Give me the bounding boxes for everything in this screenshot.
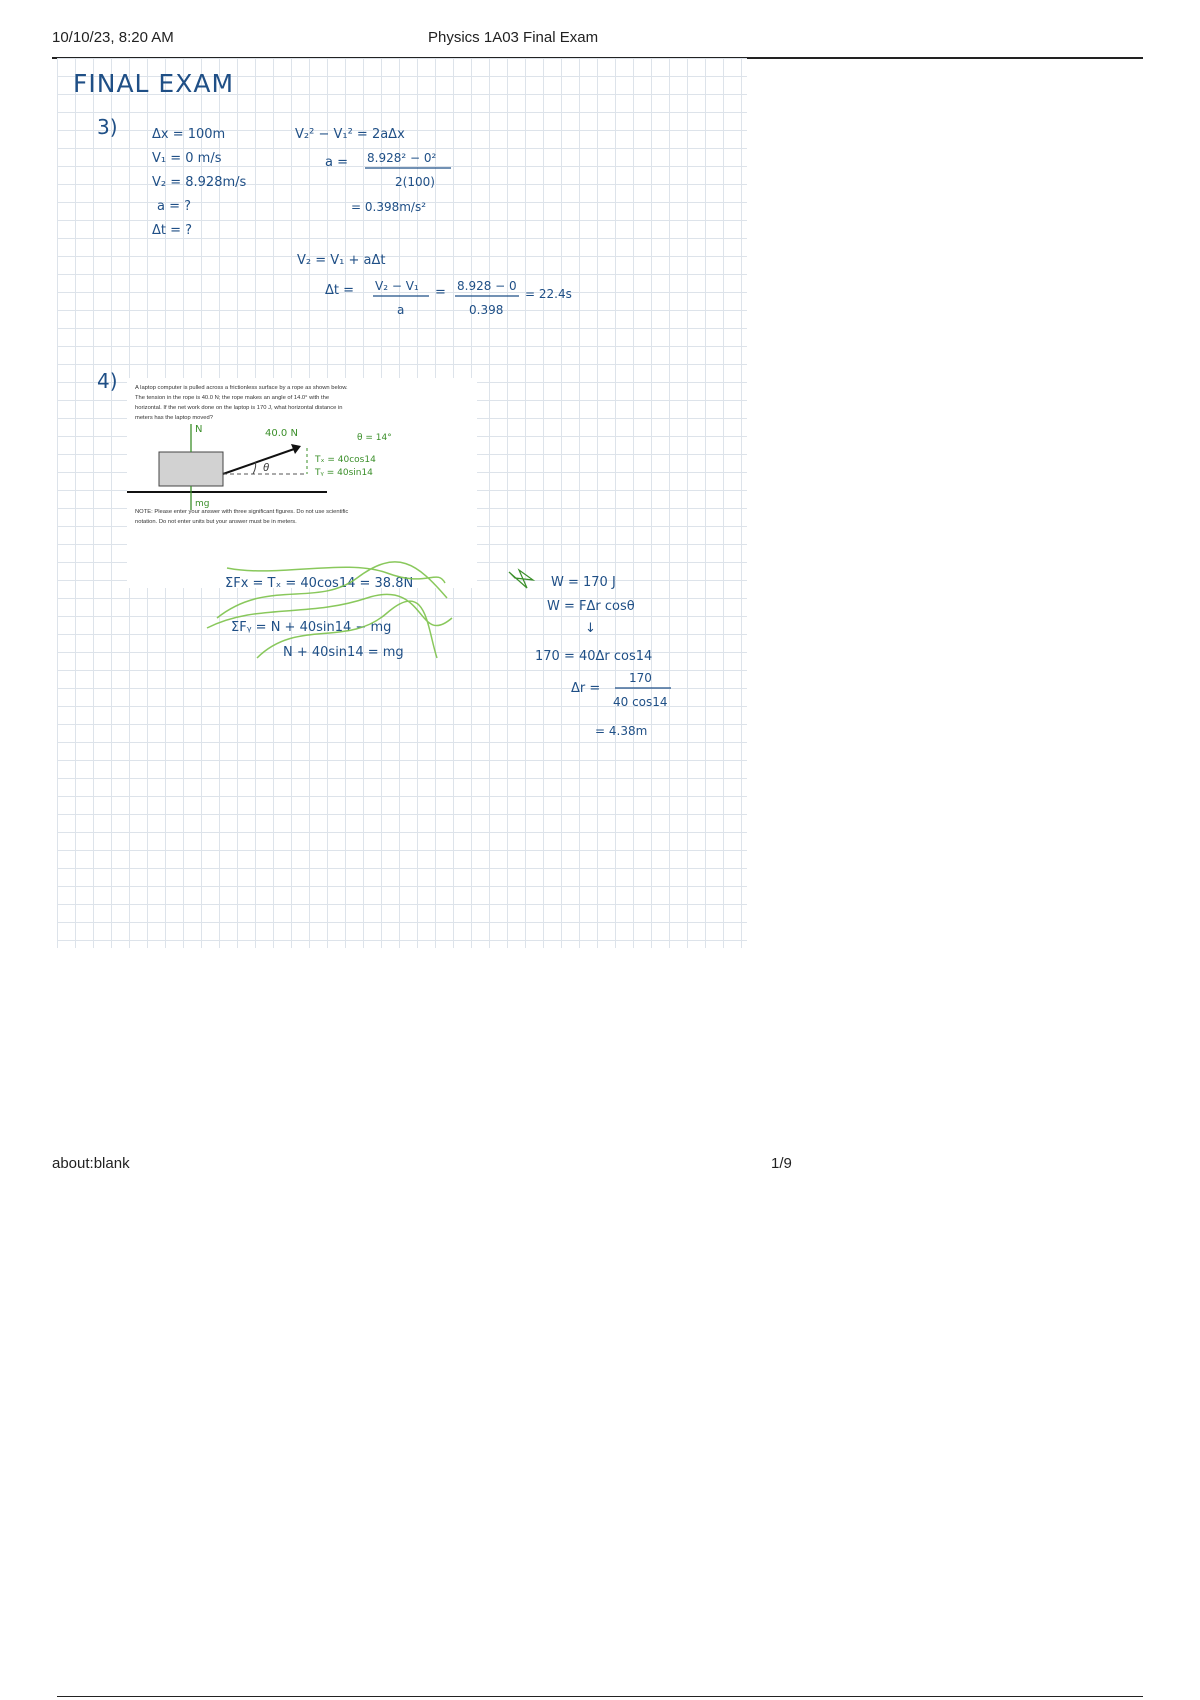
print-header	[52, 27, 1143, 59]
angle-value-label: θ = 14°	[357, 433, 392, 443]
problem-text-line: A laptop computer is pulled across a frictionless surface by a rope as shown below.	[135, 385, 348, 391]
tension-label: 40.0 N	[265, 428, 298, 439]
laptop-block	[159, 452, 223, 486]
problem-text-line: The tension in the rope is 40.0 N; the rope makes an angle of 14.0° with the	[135, 395, 330, 401]
print-datetime: 10/10/23, 8:20 AM	[52, 29, 174, 46]
q3-accel-numerator: 8.928² − 0²	[367, 151, 437, 165]
dr-denominator: 40 cos14	[613, 695, 668, 709]
q3-dt-numerator: V₂ − V₁	[375, 279, 419, 293]
handwritten-notes	[57, 58, 747, 948]
crossed-equation: ΣFx = Tₓ = 40cos14 = 38.8N	[225, 576, 414, 591]
normal-force-label: N	[195, 424, 203, 435]
problem-note-line: NOTE: Please enter your answer with three significant figures. Do not use scientific	[135, 509, 349, 515]
q4-problem-snippet	[127, 378, 477, 588]
q3-given: V₁ = 0 m/s	[152, 151, 222, 166]
q3-given: Δt = ?	[152, 223, 193, 238]
page-number: 1/9	[771, 1155, 792, 1172]
weight-label: mg	[195, 499, 210, 509]
tension-y-component: Tᵧ = 40sin14	[315, 468, 373, 478]
q3-kinematics-equation: V₂² − V₁² = 2aΔx	[295, 127, 405, 142]
q4-number: 4)	[97, 369, 118, 393]
q3-dt-result: = 22.4s	[525, 287, 572, 301]
q3-velocity-equation: V₂ = V₁ + aΔt	[297, 253, 386, 268]
work-line: W = FΔr cosθ	[547, 599, 635, 614]
q3-dt-denominator: a	[397, 303, 405, 317]
notes-page	[57, 58, 747, 948]
angle-symbol: θ	[263, 462, 269, 474]
dr-lhs: Δr =	[571, 681, 601, 696]
star-icon	[509, 570, 533, 588]
q3-accel-result: = 0.398m/s²	[351, 200, 427, 214]
q3-given: Δx = 100m	[152, 127, 226, 142]
q3-number: 3)	[97, 115, 118, 139]
print-document-title: Physics 1A03 Final Exam	[428, 29, 599, 46]
work-line: W = 170 J	[551, 575, 616, 590]
tension-x-component: Tₓ = 40cos14	[315, 455, 376, 465]
q3-accel-lhs: a =	[325, 155, 348, 170]
q3-dt-equals: =	[435, 285, 446, 300]
bottom-rule	[57, 1696, 1143, 1697]
crossed-equation: ΣFᵧ = N + 40sin14 − mg	[231, 620, 392, 635]
q3-dt-denominator-values: 0.398	[469, 303, 504, 317]
notes-heading: FINAL EXAM	[73, 69, 235, 98]
problem-note-line: notation. Do not enter units but your answer must be in meters.	[135, 519, 297, 525]
dr-result: = 4.38m	[595, 724, 648, 738]
problem-text-line: horizontal. If the net work done on the laptop is 170 J, what horizontal distance in	[135, 405, 343, 411]
dr-numerator: 170	[629, 671, 652, 685]
q3-accel-denominator: 2(100)	[395, 175, 435, 189]
q3-dt-numerator-values: 8.928 − 0	[457, 279, 517, 293]
crossed-equation: N + 40sin14 = mg	[283, 645, 404, 660]
q3-given: a = ?	[157, 199, 192, 214]
work-line: ↓	[585, 621, 596, 636]
work-line: 170 = 40Δr cos14	[535, 649, 653, 664]
q3-given: V₂ = 8.928m/s	[152, 175, 247, 190]
problem-text-line: meters has the laptop moved?	[135, 415, 213, 421]
print-url: about:blank	[52, 1155, 130, 1172]
q3-dt-lhs: Δt =	[325, 283, 355, 298]
